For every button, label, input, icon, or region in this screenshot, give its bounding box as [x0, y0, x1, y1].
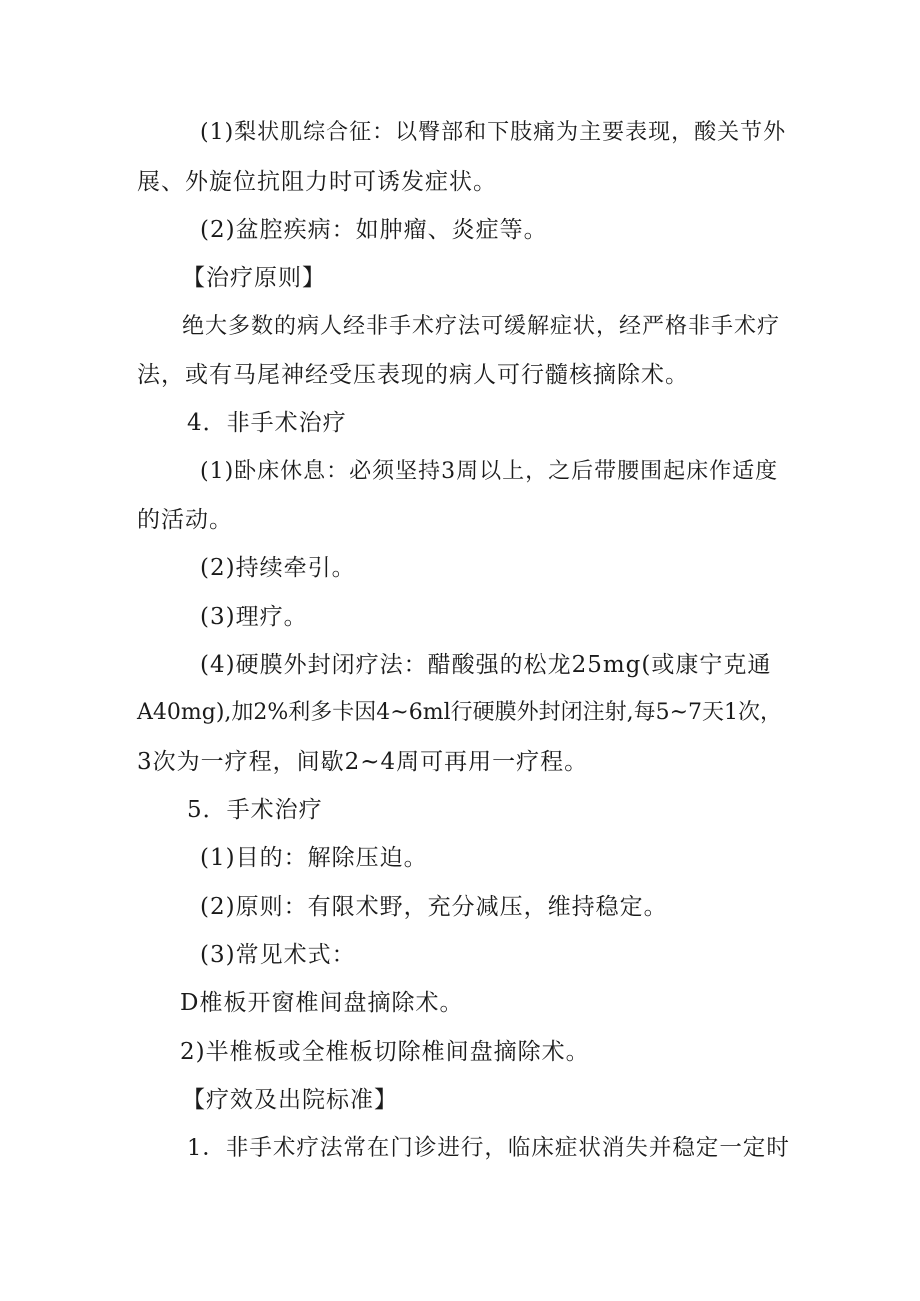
paragraph-line: (2)原则：有限术野，充分减压，维持稳定。: [200, 894, 668, 920]
paragraph-line: 绝大多数的病人经非手术疗法可缓解症状，经严格非手术疗: [182, 314, 781, 339]
paragraph-line: (1)卧床休息：必须坚持3周以上，之后带腰围起床作适度: [200, 459, 779, 484]
section-heading: 【疗效及出院标准】: [182, 1087, 398, 1113]
section-heading: 【治疗原则】: [182, 265, 326, 291]
paragraph-line: 3次为一疗程，间歇2~4周可再用一疗程。: [137, 749, 589, 775]
paragraph-line: A40mg),加2%利多卡因4~6ml行硬膜外封闭注射,每5~7天1次，: [137, 700, 783, 725]
paragraph-line: (3)常见术式：: [200, 942, 356, 968]
paragraph-line: 2)半椎板或全椎板切除椎间盘摘除术。: [180, 1039, 590, 1065]
paragraph-line: (2)持续牵引。: [200, 555, 356, 581]
paragraph-line: D椎板开窗椎间盘摘除术。: [180, 990, 464, 1016]
paragraph-line: 法，或有马尾神经受压表现的病人可行髓核摘除术。: [137, 362, 689, 388]
paragraph-line: (2)盆腔疾病：如肿瘤、炎症等。: [200, 217, 548, 243]
paragraph-line: (1)目的：解除压迫。: [200, 845, 428, 871]
subsection-heading: 4．非手术治疗: [187, 410, 347, 436]
paragraph-line: 的活动。: [137, 507, 233, 533]
paragraph-line: (1)梨状肌综合征：以臀部和下肢痛为主要表现，酸关节外: [200, 120, 787, 145]
subsection-heading: 5．手术治疗: [187, 797, 323, 823]
paragraph-line: 展、外旋位抗阻力时可诱发症状。: [137, 169, 497, 195]
paragraph-line: 1．非手术疗法常在门诊进行，临床症状消失并稳定一定时: [187, 1135, 790, 1161]
paragraph-line: (3)理疗。: [200, 604, 308, 630]
paragraph-line: (4)硬膜外封闭疗法：醋酸强的松龙25mg(或康宁克通: [200, 652, 772, 678]
